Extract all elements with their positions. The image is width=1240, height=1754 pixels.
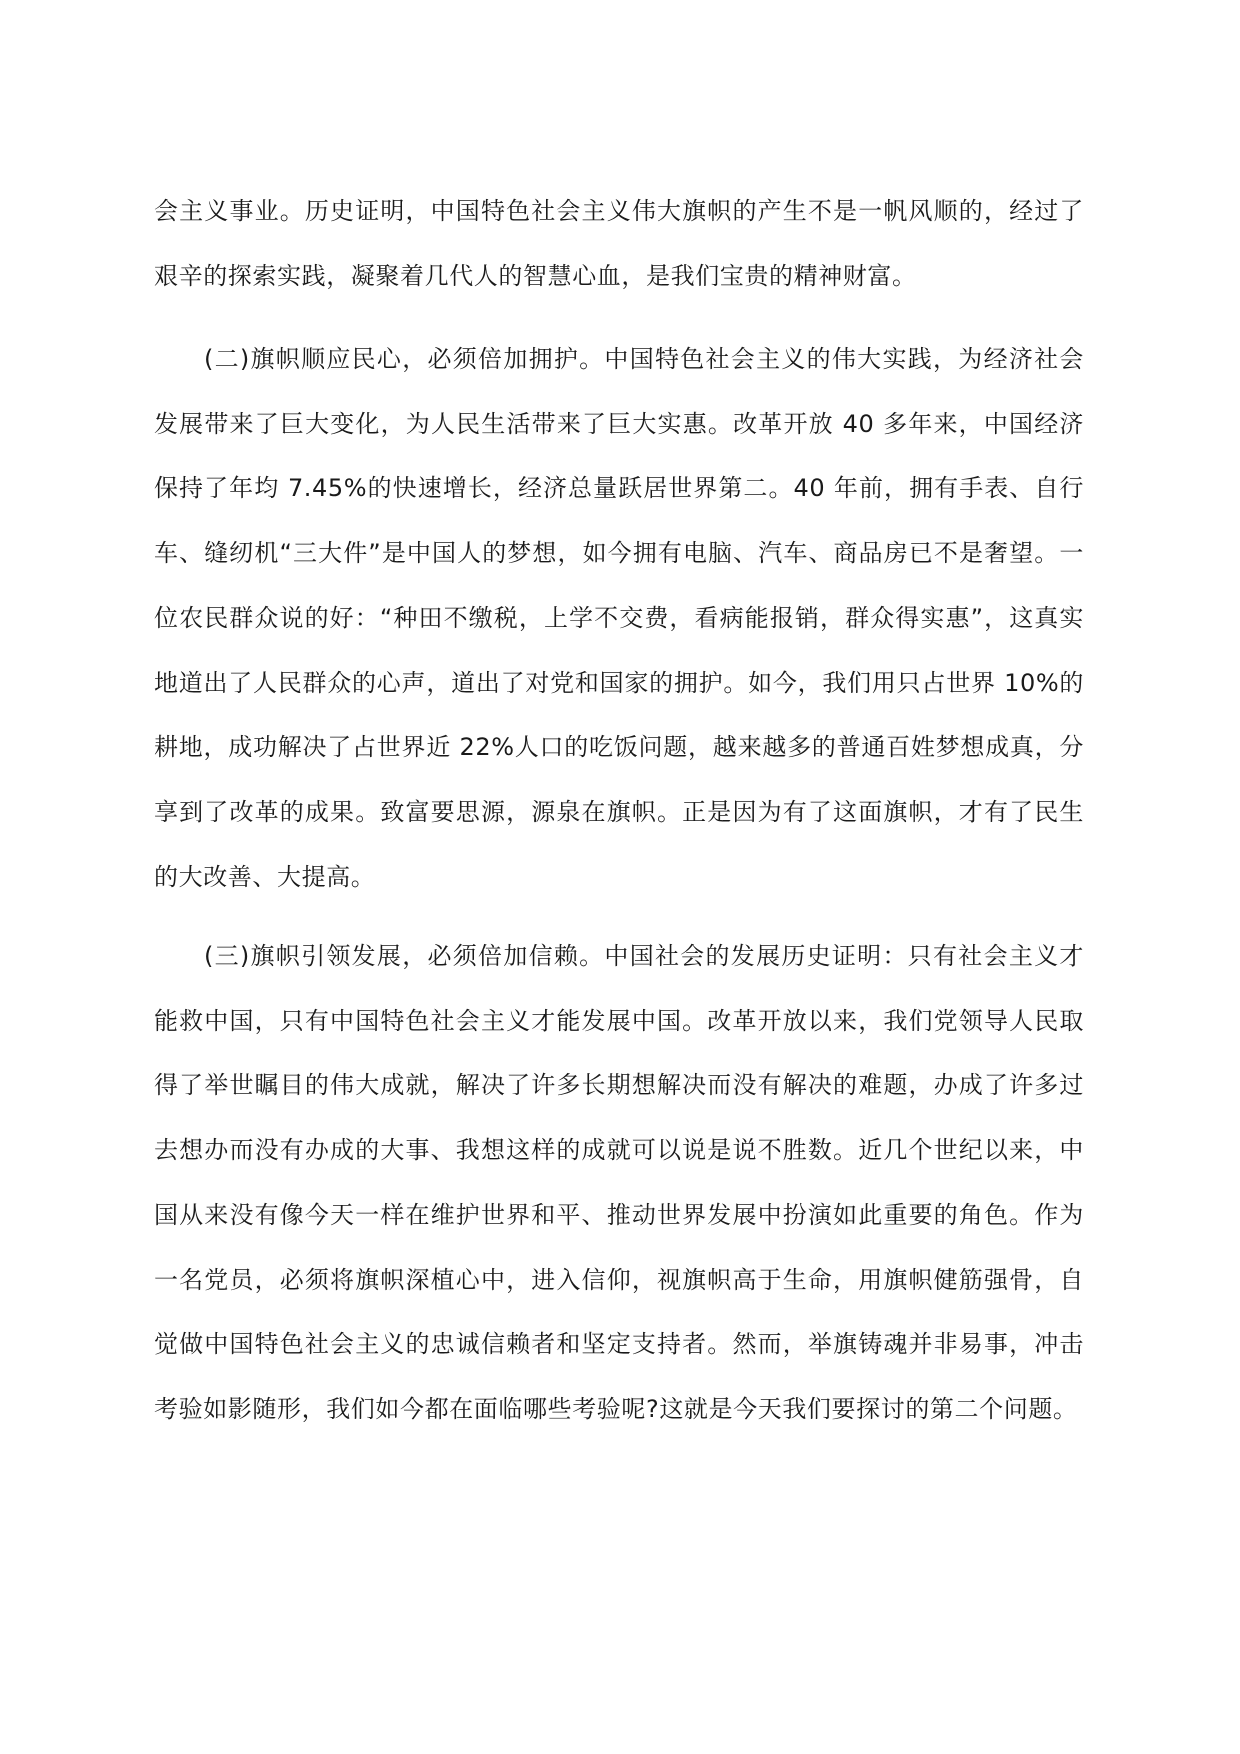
paragraph-continuation: 会主义事业。历史证明，中国特色社会主义伟大旗帜的产生不是一帆风顺的，经过了艰辛的探索实践，凝聚着几代人的智慧心血，是我们宝贵的精神财富。 <box>154 197 1084 290</box>
paragraph-section-2: (二)旗帜顺应民心，必须倍加拥护。中国特色社会主义的伟大实践，为经济社会发展带来了巨大变化，为人民生活带来了巨大实惠。改革开放 40 多年来，中国经济保持了年均 7.45%的快速增长，经济总量跃居世界第二。40 年前，拥有手表、自行车、缝纫机“三大件”是中国人的梦想，如今拥有电脑、汽车、商品房已不是奢望。一位农民群众说的好：“种田不缴税，上学不交费，看病能报销，群众得实惠”，这真实地道出了人民群众的心声，道出了对党和国家的拥护。如今，我们用只占世界 10%的耕地，成功解决了占世界近 22%人口的吃饭问题，越来越多的普通百姓梦想成真，分享到了改革的成果。致富要思源，源泉在旗帜。正是因为有了这面旗帜，才有了民生的大改善、大提高。 <box>154 345 1084 891</box>
paragraph-section-3: (三)旗帜引领发展，必须倍加信赖。中国社会的发展历史证明：只有社会主义才能救中国，只有中国特色社会主义才能发展中国。改革开放以来，我们党领导人民取得了举世瞩目的伟大成就，解决了许多长期想解决而没有解决的难题，办成了许多过去想办而没有办成的大事、我想这样的成就可以说是说不胜数。近几个世纪以来，中国从来没有像今天一样在维护世界和平、推动世界发展中扮演如此重要的角色。作为一名党员，必须将旗帜深植心中，进入信仰，视旗帜高于生命，用旗帜健筋强骨，自觉做中国特色社会主义的忠诚信赖者和坚定支持者。然而，举旗铸魂并非易事，冲击考验如影随形，我们如今都在面临哪些考验呢?这就是今天我们要探讨的第二个问题。 <box>154 942 1084 1423</box>
